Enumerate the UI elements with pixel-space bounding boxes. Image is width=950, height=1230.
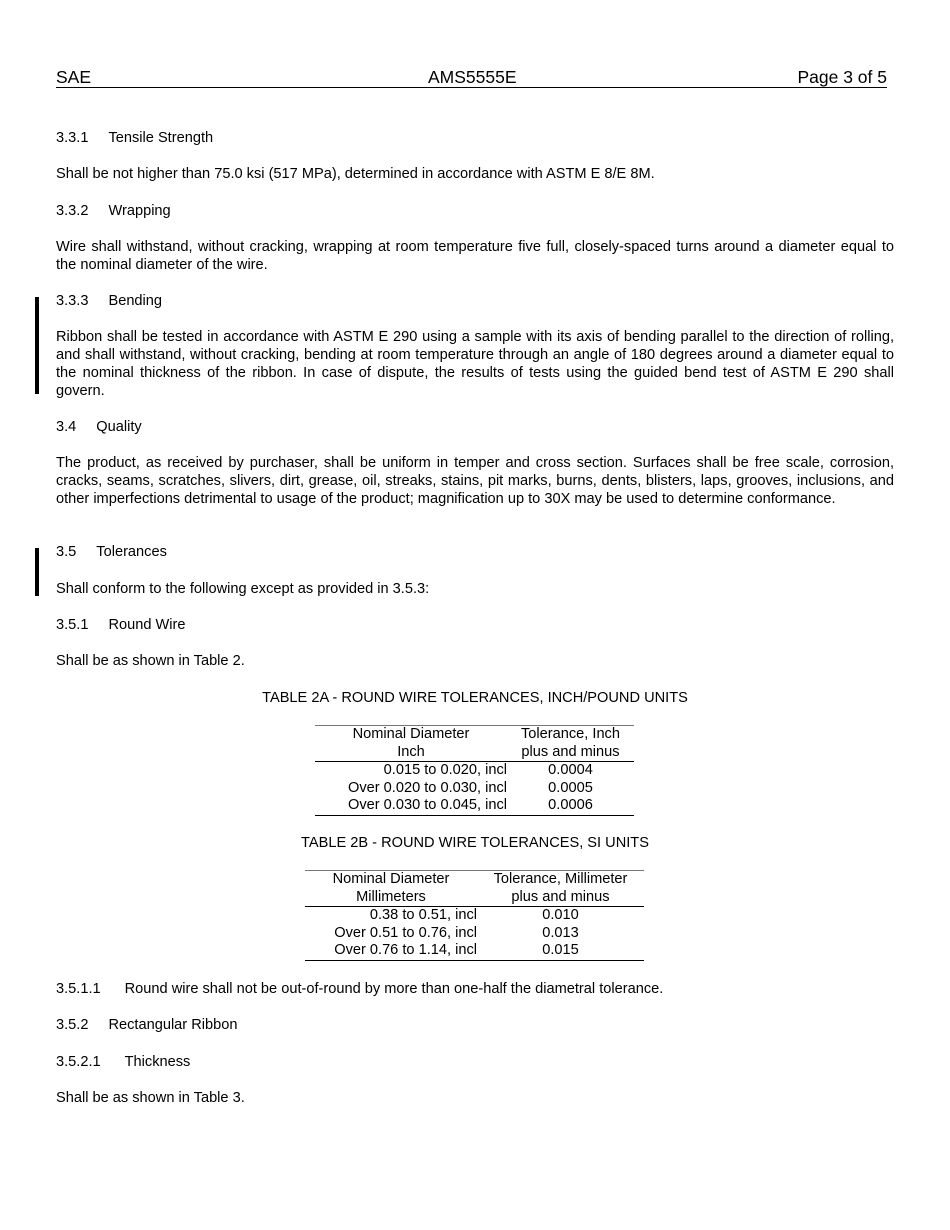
table-cell-tolerance: 0.010 [542, 907, 579, 923]
section-heading-3-5-1-1 [56, 980, 663, 998]
section-title: Bending [108, 293, 163, 309]
section-text-3-5-1: Shall be as shown in Table 2. [56, 653, 245, 669]
section-number: 3.3.2 [56, 203, 89, 219]
column-header: Millimeters [305, 889, 477, 907]
section-number: 3.5.2.1 [56, 1054, 101, 1070]
section-number: 3.5.1.1 [56, 981, 101, 997]
column-header: Tolerance, Inch [507, 726, 634, 744]
table-cell-range: Over 0.020 to 0.030, incl [347, 779, 507, 796]
header-page-number: Page 3 of 5 [797, 67, 887, 87]
section-title: Wrapping [108, 203, 171, 219]
section-heading-3-3-1 [56, 129, 213, 147]
section-text-3-3-2: Wire shall withstand, without cracking, wrapping at room temperature five full, closely-spaced turns around a diameter equal to the nominal diameter of the wire. [56, 239, 894, 273]
column-header: Nominal Diameter [315, 726, 507, 744]
table-cell-tolerance: 0.0006 [507, 797, 634, 815]
page-header [56, 67, 887, 88]
section-number: 3.3.3 [56, 293, 89, 309]
section-number: 3.5.2 [56, 1017, 89, 1033]
table-cell-tolerance: 0.0005 [548, 779, 593, 796]
section-title: Round Wire [108, 617, 186, 633]
section-heading-3-3-2 [56, 202, 171, 220]
table-2b-title: TABLE 2B - ROUND WIRE TOLERANCES, SI UNITS [301, 835, 649, 851]
header-doc-number: AMS5555E [428, 67, 517, 87]
table-cell-range: Over 0.030 to 0.045, incl [315, 797, 507, 815]
section-title: Quality [96, 419, 142, 435]
table-cell-tolerance: 0.0004 [548, 762, 593, 778]
table-cell-tolerance: 0.013 [542, 924, 579, 941]
section-heading-3-5 [56, 543, 167, 561]
header-org: SAE [56, 67, 92, 87]
section-number: 3.3.1 [56, 130, 89, 146]
column-header: plus and minus [507, 744, 634, 762]
table-row [315, 762, 634, 780]
section-number: 3.5.1 [56, 617, 89, 633]
section-text-3-5-2-1: Shall be as shown in Table 3. [56, 1090, 245, 1106]
section-title: Tensile Strength [108, 130, 214, 146]
section-text-3-3-3: Ribbon shall be tested in accordance with ASTM E 290 using a sample with its axis of bending parallel to the direction of rolling, and shall withstand, without cracking, bending at room temperature through an angle of 180 degrees around a diameter equal to the nominal thickness of the ribbon. In case of dispute, the results of tests using the guided bend test of ASTM E 290 shall govern. [56, 329, 894, 399]
table-row [315, 797, 634, 815]
section-heading-3-3-3 [56, 292, 162, 310]
section-title: Thickness [124, 1054, 191, 1070]
column-header: Inch [315, 744, 507, 762]
table-2b [305, 870, 644, 961]
table-cell-tolerance: 0.015 [477, 942, 644, 960]
table-cell-range: 0.015 to 0.020, incl [383, 762, 507, 778]
column-header: Nominal Diameter [305, 871, 477, 889]
column-header: plus and minus [477, 889, 644, 907]
section-title: Rectangular Ribbon [108, 1017, 238, 1033]
section-heading-3-4 [56, 418, 142, 436]
section-heading-3-5-2-1 [56, 1053, 190, 1071]
section-heading-3-5-1 [56, 616, 186, 634]
table-row [305, 925, 644, 943]
table-cell-range: 0.38 to 0.51, incl [369, 907, 477, 923]
column-header: Tolerance, Millimeter [477, 871, 644, 889]
section-text-3-5: Shall conform to the following except as provided in 3.5.3: [56, 581, 430, 597]
table-row [315, 780, 634, 798]
section-heading-3-5-2 [56, 1016, 237, 1034]
section-title: Tolerances [96, 544, 167, 560]
section-text-3-3-1: Shall be not higher than 75.0 ksi (517 MPa), determined in accordance with ASTM E 8/E 8M. [56, 166, 655, 182]
table-cell-range: Over 0.51 to 0.76, incl [334, 924, 477, 941]
section-text-3-4: The product, as received by purchaser, shall be uniform in temper and cross section. Surfaces shall be free scale, corrosion, cracks, seams, scratches, slivers, dirt, grease, oil, streaks, stains, pit marks, burns, dents, blisters, laps, grooves, inclusions, and other imperfections detrimental to usage of the product; magnification up to 30X may be used to determine conformance. [56, 455, 894, 507]
revision-bar [35, 297, 39, 394]
table-row [305, 942, 644, 960]
section-text-3-5-1-1: Round wire shall not be out-of-round by more than one-half the diametral tolerance. [124, 981, 664, 997]
section-number: 3.5 [56, 544, 77, 560]
table-row [305, 907, 644, 925]
section-number: 3.4 [56, 419, 77, 435]
table-2a [315, 725, 634, 816]
table-2a-title: TABLE 2A - ROUND WIRE TOLERANCES, INCH/POUND UNITS [262, 690, 688, 706]
revision-bar [35, 548, 39, 596]
table-cell-range: Over 0.76 to 1.14, incl [305, 942, 477, 960]
